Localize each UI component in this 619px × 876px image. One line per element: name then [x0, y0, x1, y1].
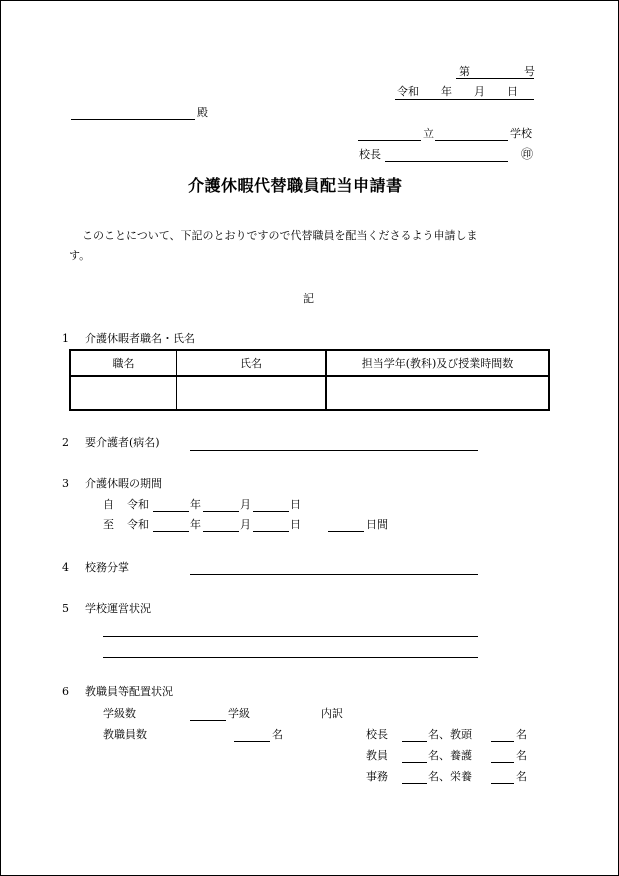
leave-staff-table [69, 349, 550, 411]
clerk-count-field[interactable] [402, 783, 427, 784]
section1-number: 1 [62, 332, 69, 345]
nutrition-teacher-count-field[interactable] [491, 783, 514, 784]
teacher-count-label: 教員 [366, 749, 388, 762]
from-month-field[interactable] [203, 511, 239, 512]
section3-number: 3 [62, 477, 69, 490]
seal-mark: ㊞ [521, 147, 534, 161]
table-cell-title[interactable] [70, 376, 177, 410]
table-cell-assignment[interactable] [326, 376, 549, 410]
nutrition-teacher-unit: 名 [516, 770, 527, 783]
section2-label: 要介護者(病名) [85, 436, 160, 449]
period-to-label: 至 [103, 518, 114, 531]
nurse-teacher-label: 名、養護 [428, 749, 472, 762]
section6-number: 6 [62, 685, 69, 698]
classes-unit: 学級 [228, 707, 250, 720]
to-year-field[interactable] [153, 531, 189, 532]
ki-label: 記 [303, 292, 314, 305]
body-text-line1: このことについて、下記のとおりですので代替職員を配当くださるよう申請しま [82, 229, 478, 242]
school-mid-label: 立 [423, 127, 434, 140]
principal-label: 校長 [359, 148, 381, 161]
doc-number-prefix: 第 [459, 65, 470, 78]
section4-label: 校務分掌 [85, 561, 129, 574]
table-cell-name[interactable] [177, 376, 327, 410]
school-status-line2[interactable] [103, 657, 478, 658]
principal-count-field[interactable] [402, 741, 427, 742]
vice-principal-label: 名、教頭 [428, 728, 472, 741]
staff-count-field[interactable] [234, 741, 270, 742]
section1-label: 介護休暇者職名・氏名 [85, 332, 195, 345]
section2-number: 2 [62, 436, 69, 449]
clerk-count-label: 事務 [366, 770, 388, 783]
table-header-title: 職名 [70, 350, 177, 376]
teacher-count-field[interactable] [402, 762, 427, 763]
principal-count-label: 校長 [366, 728, 388, 741]
to-month-unit: 月 [240, 518, 251, 531]
from-month-unit: 月 [240, 498, 251, 511]
school-status-line1[interactable] [103, 636, 478, 637]
school-name-field[interactable] [435, 140, 508, 141]
from-day-unit: 日 [290, 498, 301, 511]
school-suffix: 学校 [510, 127, 532, 140]
staff-count-unit: 名 [272, 728, 283, 741]
vice-principal-unit: 名 [516, 728, 527, 741]
total-days-unit: 日間 [366, 518, 388, 531]
to-month-field[interactable] [203, 531, 239, 532]
principal-name-field[interactable] [385, 161, 508, 162]
from-day-field[interactable] [253, 511, 289, 512]
from-year-field[interactable] [153, 511, 189, 512]
table-row [70, 376, 549, 410]
section5-number: 5 [62, 602, 69, 615]
classes-count-field[interactable] [190, 720, 226, 721]
section5-label: 学校運営状況 [85, 602, 151, 615]
period-from-era: 令和 [127, 498, 149, 511]
table-header-name: 氏名 [177, 350, 327, 376]
section6-label: 教職員等配置状況 [85, 685, 173, 698]
classes-label: 学級数 [103, 707, 136, 720]
table-header-assignment: 担当学年(教科)及び授業時間数 [326, 350, 549, 376]
addressee-field[interactable] [71, 119, 195, 120]
section4-number: 4 [62, 561, 69, 574]
doc-number-underline [456, 78, 534, 79]
nurse-teacher-unit: 名 [516, 749, 527, 762]
staff-count-label: 教職員数 [103, 728, 147, 741]
school-duty-field[interactable] [190, 574, 478, 575]
to-day-unit: 日 [290, 518, 301, 531]
doc-number-suffix: 号 [524, 65, 535, 78]
period-to-era: 令和 [127, 518, 149, 531]
period-from-label: 自 [103, 498, 114, 511]
doc-date: 令和 年 月 日 [397, 85, 518, 98]
vice-principal-count-field[interactable] [491, 741, 514, 742]
document-title: 介護休暇代替職員配当申請書 [188, 176, 403, 195]
to-day-field[interactable] [253, 531, 289, 532]
to-year-unit: 年 [190, 518, 201, 531]
addressee-suffix: 殿 [197, 106, 208, 119]
table-header-row [70, 350, 549, 376]
care-recipient-field[interactable] [190, 450, 478, 451]
school-prefecture-field[interactable] [358, 140, 421, 141]
from-year-unit: 年 [190, 498, 201, 511]
body-text-line2: す。 [69, 249, 91, 262]
breakdown-label: 内訳 [321, 707, 343, 720]
total-days-field[interactable] [328, 531, 364, 532]
nutrition-teacher-label: 名、栄養 [428, 770, 472, 783]
section3-label: 介護休暇の期間 [85, 477, 162, 490]
doc-date-underline [395, 99, 534, 100]
nurse-teacher-count-field[interactable] [491, 762, 514, 763]
